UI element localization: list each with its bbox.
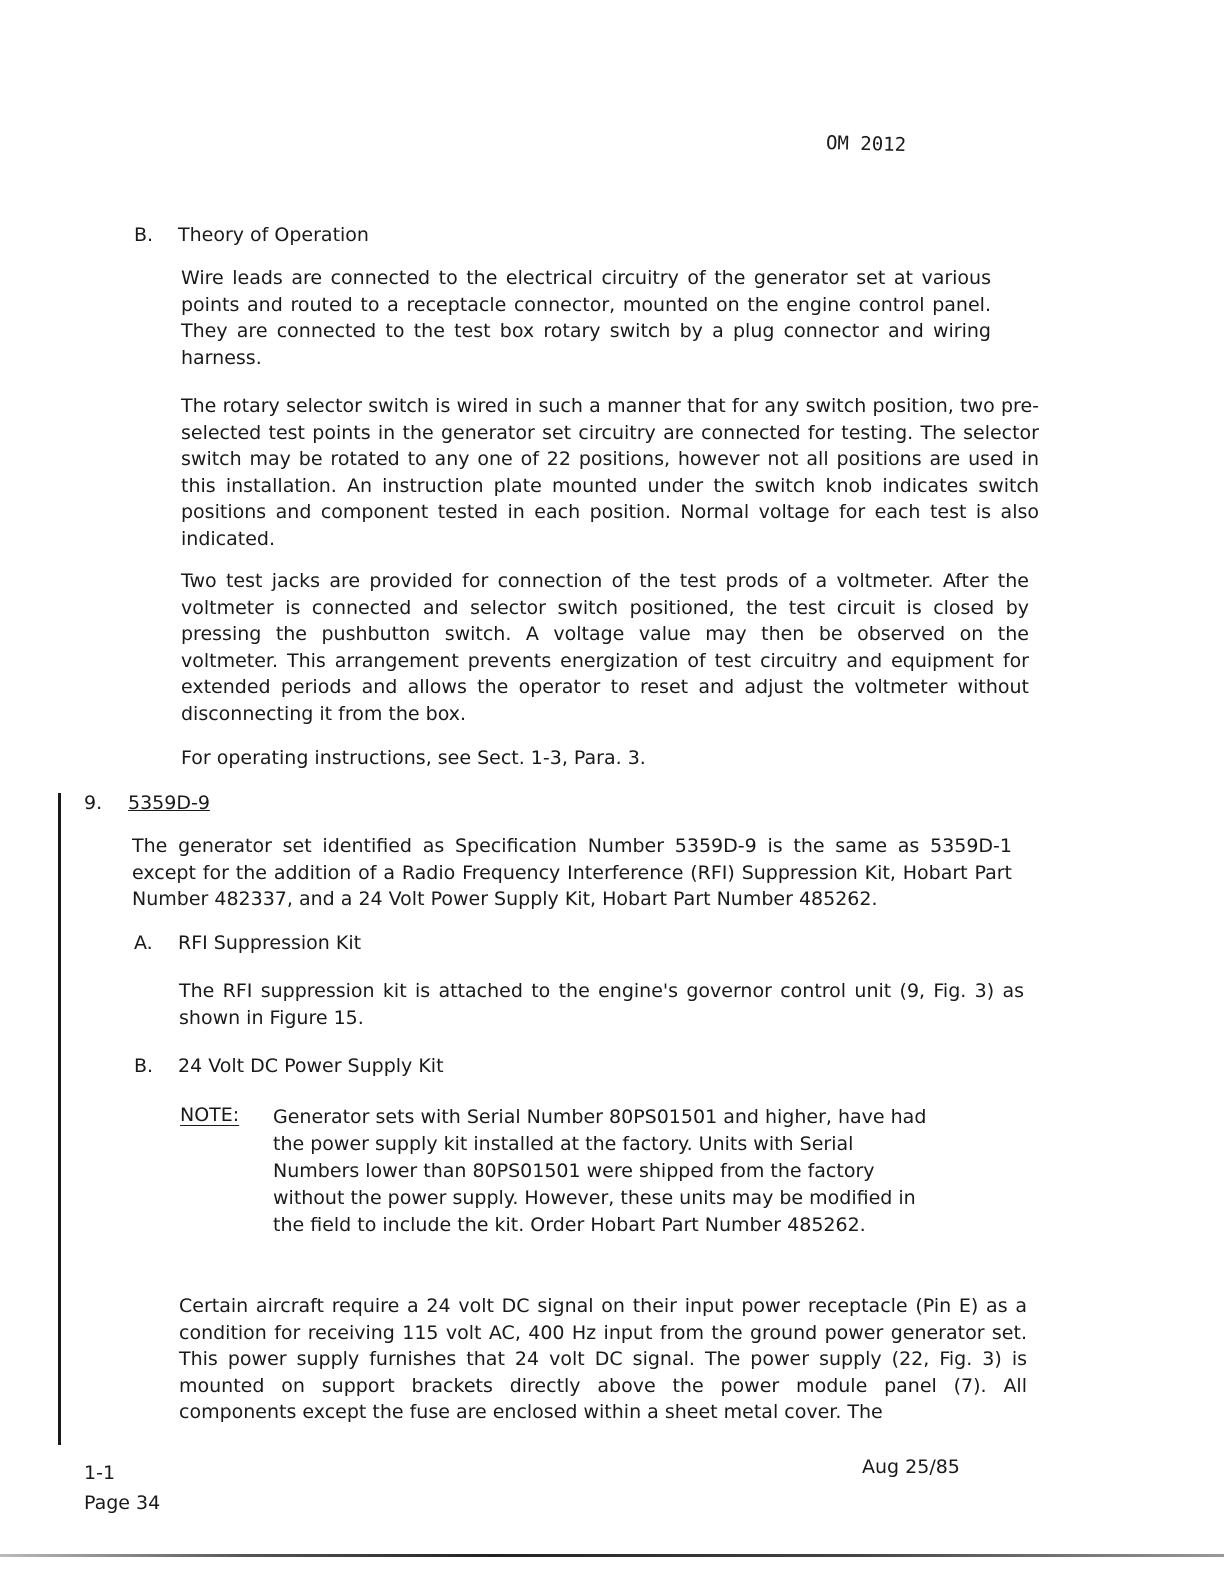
- section-b-label: B.: [134, 224, 154, 246]
- sub-b-body: Certain aircraft require a 24 volt DC signal on their input power receptacle (Pin E) as a condition for receiving 115 volt AC, 400 Hz input from the ground power generator set. This power supply furnishes that 24 volt DC signal. The power supply (22, Fig. 3) is mounted on support brackets directly above the power module panel (7). All components except the fuse are enclosed within a sheet metal cover. The: [179, 1295, 1027, 1424]
- note-body: Generator sets with Serial Number 80PS01501 and higher, have had the power supply kit installed at the factory. Units with Serial Numbers lower than 80PS01501 were shipped from the factory without the power supply. However, these units may be modified in the field to include the kit. Order Hobart Part Number 485262.: [273, 1106, 927, 1236]
- sub-a-heading: [134, 932, 361, 954]
- document-number: OM 2012: [825, 131, 907, 157]
- section-b-paragraph-1: Wire leads are connected to the electrical circuitry of the generator set at various points and routed to a receptacle connector, mounted on the engine control panel. They are connected to the test box rotary switch by a plug connector and wiring harness.: [181, 267, 991, 369]
- section-b-paragraph-3: Two test jacks are provided for connection of the test prods of a voltmeter. After the voltmeter is connected and selector switch positioned, the test circuit is closed by pressing the pushbutton switch. A voltage value may then be observed on the voltmeter. This arrangement prevents energization of test circuitry and equipment for extended periods and allows the operator to reset and adjust the voltmeter without disconnecting it from the box.: [181, 570, 1029, 725]
- sub-a-title: RFI Suppression Kit: [178, 932, 362, 954]
- section-b-paragraph-2: The rotary selector switch is wired in such a manner that for any switch position, two pre-selected test points in the generator set circuitry are connected for testing. The selector switch may be rotated to any one of 22 positions, however not all positions are used in this installation. An instruction plate mounted under the switch knob indicates switch positions and component tested in each position. Normal voltage for each test is also indicated.: [181, 395, 1039, 550]
- sub-b-title: 24 Volt DC Power Supply Kit: [178, 1055, 444, 1077]
- scan-edge-line: [0, 1554, 1224, 1557]
- footer-date: Aug 25/85: [862, 1456, 960, 1478]
- section-9-intro: The generator set identified as Specification Number 5359D-9 is the same as 5359D-1 except for the addition of a Radio Frequency Interference (RFI) Suppression Kit, Hobart Part Number 482337, and a 24 Volt Power Supply Kit, Hobart Part Number 485262.: [132, 835, 1012, 911]
- sub-a-label: A.: [134, 932, 153, 954]
- footer-left: [84, 1458, 160, 1518]
- section-b-heading: [134, 224, 369, 246]
- note-label: NOTE:: [180, 1104, 240, 1126]
- section-9-number: 9.: [84, 792, 103, 814]
- section-b-title: Theory of Operation: [178, 224, 369, 246]
- sub-b-label: B.: [134, 1055, 154, 1077]
- footer-section-number: 1-1: [84, 1462, 116, 1484]
- section-9-title: 5359D-9: [128, 792, 210, 814]
- sub-a-body: The RFI suppression kit is attached to the engine's governor control unit (9, Fig. 3) as shown in Figure 15.: [179, 980, 1024, 1029]
- sub-b-heading: [134, 1055, 444, 1077]
- section-9-heading: [84, 792, 210, 814]
- section-b-paragraph-4: For operating instructions, see Sect. 1-3, Para. 3.: [181, 747, 646, 769]
- revision-change-bar: [58, 793, 61, 1445]
- footer-page-number: Page 34: [84, 1492, 161, 1514]
